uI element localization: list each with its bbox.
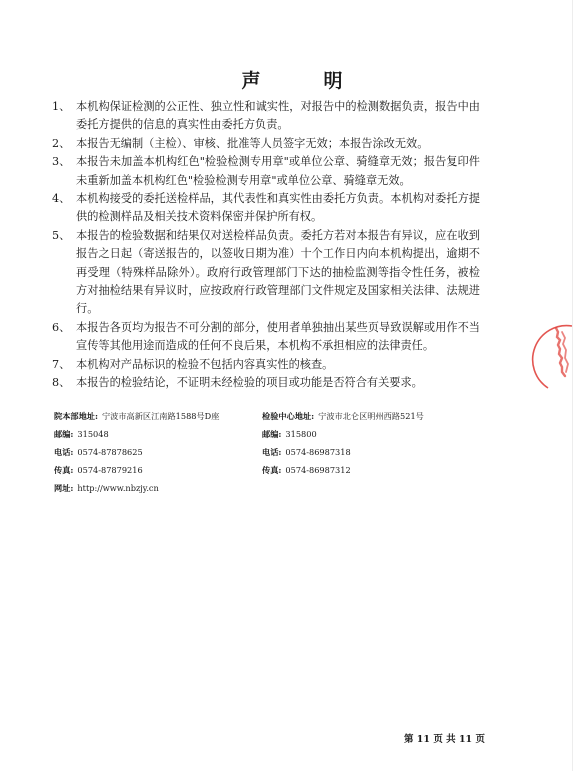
phone-row	[54, 443, 264, 461]
page-edge-divider	[572, 0, 573, 771]
fax-label: 传真:	[262, 465, 282, 475]
clause-number: 5、	[52, 228, 71, 242]
website-value: http://www.nbzjy.cn	[77, 483, 159, 493]
address-row	[262, 407, 502, 425]
clause-text: 本报告的检验数据和结果仅对送检样品负责。委托方若对本报告有异议，应在收到报告之日起（寄送报告的，以签收日期为准）十个工作日内向本机构提出，逾期不再受理（特殊样品除外）。政府行政管理部门下达的抽检监测等指令性任务，被检方对抽检结果有异议时，应按政府行政管理部门文件规定及国家相关法律、法规进行。	[76, 228, 480, 316]
list-item	[52, 319, 480, 356]
page-title: 声 明	[241, 70, 365, 92]
clause-number: 7、	[52, 357, 71, 371]
postcode-label: 邮编:	[54, 429, 74, 439]
clause-text: 本机构对产品标识的检验不包括内容真实性的核查。	[76, 357, 334, 371]
website-row	[54, 479, 264, 497]
fax-value: 0574-87879216	[77, 465, 143, 475]
postcode-label: 邮编:	[262, 429, 282, 439]
list-item	[52, 227, 480, 319]
seal-stamp-icon	[512, 322, 584, 394]
clause-number: 2、	[52, 136, 71, 150]
address-label: 院本部地址:	[54, 411, 98, 421]
phone-label: 电话:	[262, 447, 282, 457]
postcode-value: 315048	[77, 429, 109, 439]
clause-number: 8、	[52, 376, 71, 390]
clause-text: 本报告无编制（主检）、审核、批准等人员签字无效；本报告涂改无效。	[76, 136, 429, 150]
fax-row	[54, 461, 264, 479]
clause-text: 本机构保证检测的公正性、独立性和诚实性，对报告中的检测数据负责，报告中由委托方提供的信息的真实性由委托方负责。	[76, 100, 480, 132]
address-row	[54, 407, 264, 425]
seal-mark	[562, 332, 568, 372]
phone-row	[262, 443, 502, 461]
fax-row	[262, 461, 502, 479]
list-item	[52, 135, 480, 153]
clause-text: 本报告未加盖本机构红色"检验检测专用章"或单位公章、骑缝章无效；报告复印件未重新加盖本机构红色"检验检测专用章"或单位公章、骑缝章无效。	[76, 155, 480, 187]
fax-value: 0574-86987312	[285, 465, 351, 475]
declaration-list	[52, 98, 480, 393]
headquarters-contact	[54, 407, 264, 497]
clause-text: 本机构接受的委托送检样品，其代表性和真实性由委托方负责。本机构对委托方提供的检测样品及相关技术资料保密并保护所有权。	[76, 192, 480, 224]
postcode-row	[262, 425, 502, 443]
clause-number: 6、	[52, 320, 71, 334]
address-value: 宁波市高新区江南路1588号D座	[101, 411, 220, 421]
list-item	[52, 356, 480, 374]
list-item	[52, 374, 480, 392]
website-label: 网址:	[54, 483, 74, 493]
list-item	[52, 98, 480, 135]
inspection-center-contact	[262, 407, 502, 479]
postcode-row	[54, 425, 264, 443]
postcode-value: 315800	[285, 429, 317, 439]
phone-value: 0574-86987318	[285, 447, 351, 457]
clause-number: 1、	[52, 100, 71, 113]
clause-number: 3、	[52, 155, 71, 169]
page-number: 第 11 页 共 11 页	[404, 734, 485, 745]
address-value: 宁波市北仑区明州西路521号	[318, 411, 424, 421]
phone-value: 0574-87878625	[77, 447, 143, 457]
seal-ring	[533, 326, 572, 388]
seal-stamp	[512, 322, 584, 394]
clause-text: 本报告各页均为报告不可分割的部分，使用者单独抽出某些页导致误解或用作不当宣传等其他用途而造成的任何不良后果，本机构不承担相应的法律责任。	[76, 320, 480, 353]
list-item	[52, 153, 480, 190]
list-item	[52, 190, 480, 227]
fax-label: 传真:	[54, 465, 74, 475]
phone-label: 电话:	[54, 447, 74, 457]
address-label: 检验中心地址:	[262, 411, 315, 421]
clause-number: 4、	[52, 192, 71, 206]
clause-text: 本报告的检验结论，不证明未经检验的项目或功能是否符合有关要求。	[76, 376, 423, 390]
